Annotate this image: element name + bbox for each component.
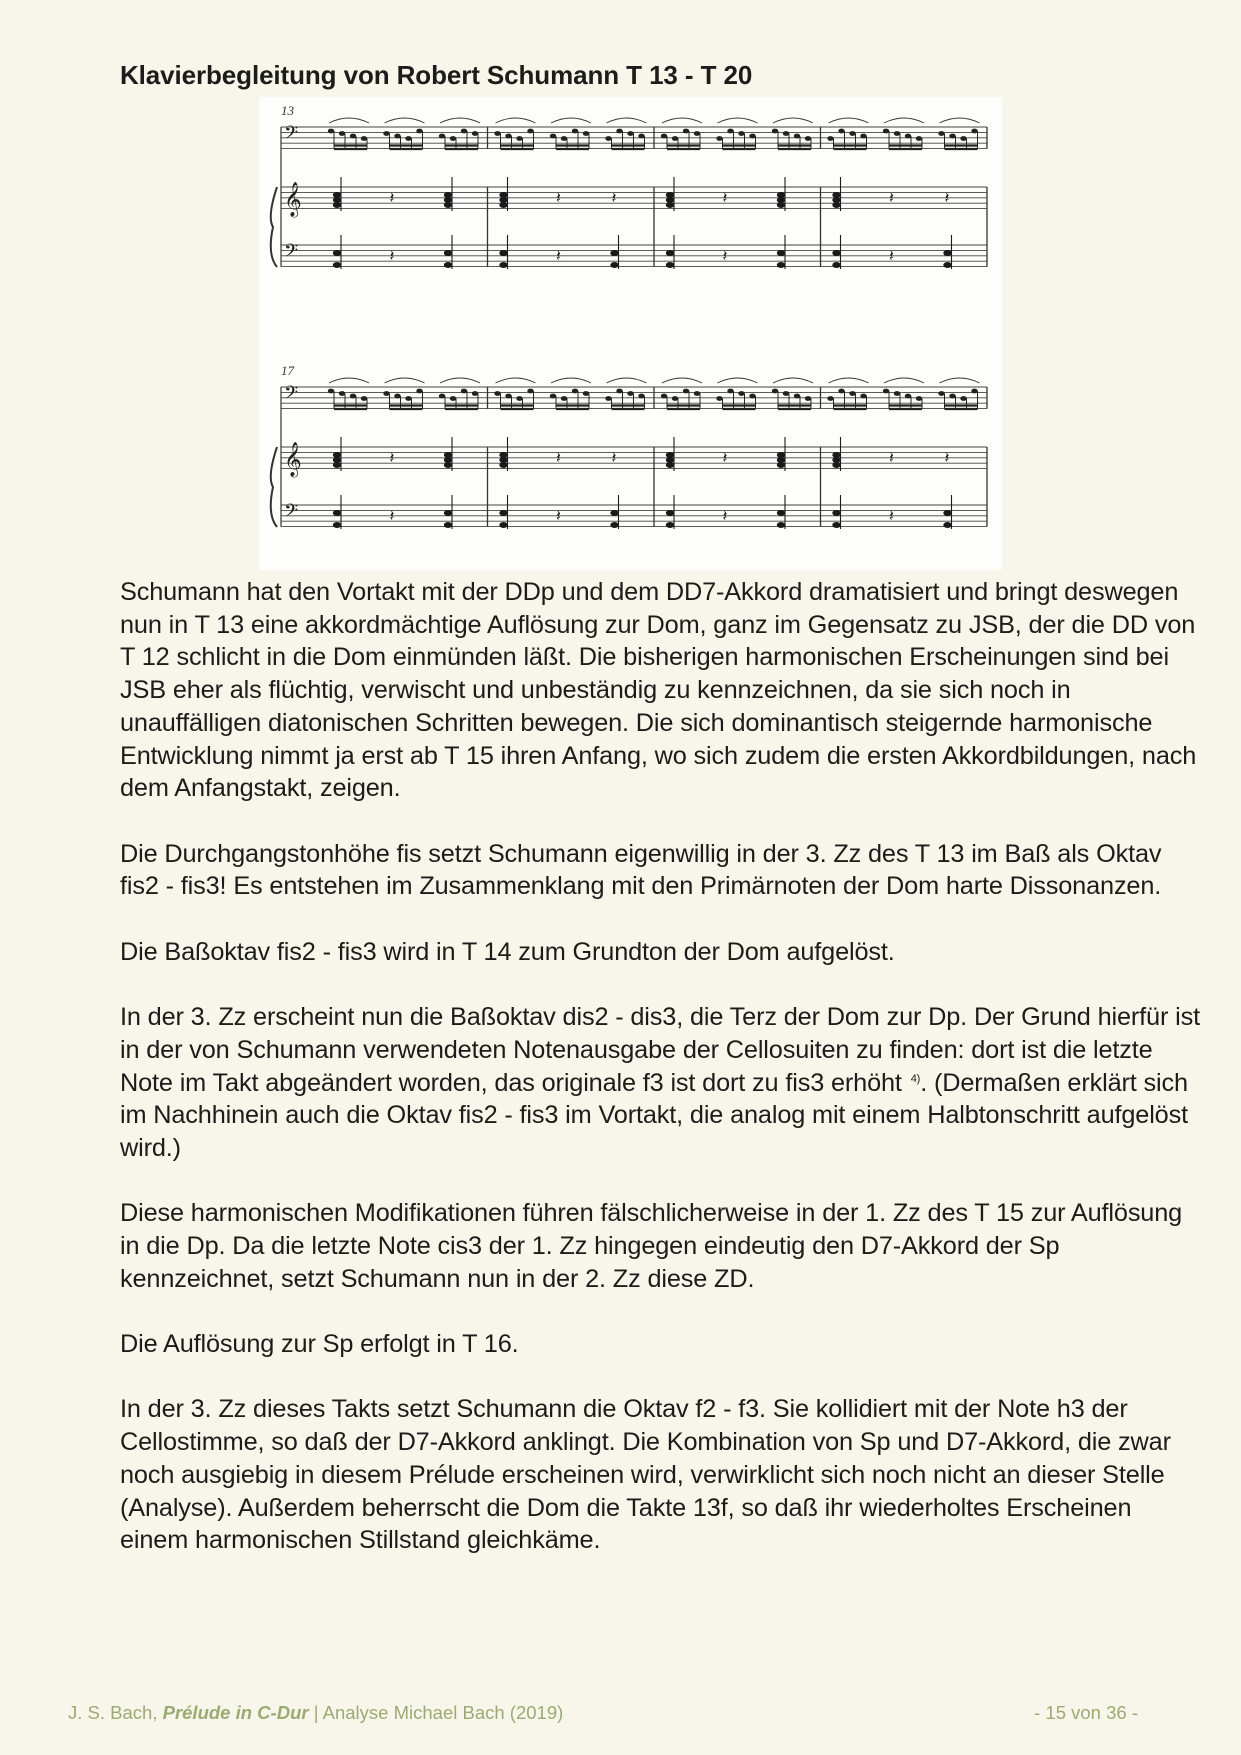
- chord-note: [499, 250, 507, 256]
- note-head: [749, 394, 755, 399]
- paragraph: Die Auflösung zur Sp erfolgt in T 16.: [120, 1330, 519, 1359]
- paragraph-text: . (Dermaßen erklärt sich im Nachhinein auch die Oktav fis2 - fis3 im Vortakt, die analog mit einem Halbtonschritt aufgelöst wird.): [120, 1068, 1188, 1162]
- note-head: [494, 391, 500, 396]
- note-head: [361, 136, 367, 141]
- slur: [440, 118, 480, 123]
- page-title: Klavierbegleitung von Robert Schumann T 13 - T 20: [120, 60, 753, 90]
- chord-note: [444, 510, 452, 516]
- note-head: [461, 129, 467, 134]
- note-head: [439, 394, 445, 399]
- note-head: [561, 136, 567, 141]
- slur: [440, 378, 480, 383]
- note-head: [905, 394, 911, 399]
- note-head: [805, 136, 811, 141]
- slur: [662, 118, 702, 123]
- note-head: [716, 396, 722, 401]
- paragraph: In der 3. Zz dieses Takts setzt Schumann die Oktav f2 - f3. Sie kollidiert mit der Note h3 der Cellostimme, so daß der D7-Akkord anklingt. Die Kombination von Sp und D7-Akkord, die zwar noch ausgiebig in diesem Prélude erscheinen wird, verwirklicht sich noch nicht an dieser Stelle (Analyse). Außerdem beherrscht die Dom die Takte 13f, so daß ihr wiederholtes Erscheinen einem harmonischen Stillstand gleichkäme.: [120, 1395, 1171, 1555]
- note-head: [527, 389, 533, 394]
- note-head: [616, 389, 622, 394]
- score-image: [259, 97, 1002, 570]
- note-head: [783, 391, 789, 396]
- note-head: [883, 389, 889, 394]
- note-head: [960, 396, 966, 401]
- treble-clef-icon: 𝄞: [284, 182, 302, 217]
- slur: [385, 118, 425, 123]
- chord-note: [666, 510, 674, 516]
- chord-note: [444, 250, 452, 256]
- chord-note: [943, 262, 951, 268]
- quarter-rest-icon: 𝄽: [556, 188, 561, 207]
- note-head: [794, 394, 800, 399]
- slur: [607, 118, 647, 123]
- chord-note: [444, 522, 452, 528]
- note-head: [672, 396, 678, 401]
- note-head: [494, 131, 500, 136]
- note-head: [727, 129, 733, 134]
- note-head: [716, 136, 722, 141]
- chord-note: [943, 522, 951, 528]
- note-head: [328, 129, 334, 134]
- note-head: [916, 396, 922, 401]
- quarter-rest-icon: 𝄽: [389, 506, 395, 525]
- quarter-rest-icon: 𝄽: [889, 448, 894, 467]
- chord-note: [333, 510, 341, 516]
- chord-note: [666, 462, 674, 468]
- slur: [773, 118, 813, 123]
- footer-author: J. S. Bach,: [68, 1702, 163, 1723]
- note-head: [350, 394, 356, 399]
- note-head: [827, 136, 833, 141]
- note-head: [860, 394, 866, 399]
- note-head: [783, 131, 789, 136]
- note-head: [860, 134, 866, 139]
- note-head: [627, 131, 633, 136]
- note-head: [527, 129, 533, 134]
- quarter-rest-icon: 𝄽: [722, 448, 728, 467]
- note-head: [583, 391, 589, 396]
- note-head: [439, 134, 445, 139]
- quarter-rest-icon: 𝄽: [889, 506, 894, 525]
- note-head: [971, 129, 977, 134]
- quarter-rest-icon: 𝄽: [944, 448, 950, 467]
- chord-note: [777, 510, 785, 516]
- chord-note: [666, 262, 674, 268]
- note-head: [472, 391, 478, 396]
- chord-note: [333, 250, 341, 256]
- slur: [718, 378, 758, 383]
- chord-note: [777, 522, 785, 528]
- note-head: [550, 394, 556, 399]
- slur: [884, 118, 924, 123]
- quarter-rest-icon: 𝄽: [556, 246, 561, 265]
- note-head: [805, 396, 811, 401]
- note-head: [516, 136, 522, 141]
- slur: [496, 118, 536, 123]
- note-head: [672, 136, 678, 141]
- note-head: [394, 394, 400, 399]
- note-head: [505, 394, 511, 399]
- quarter-rest-icon: 𝄽: [722, 188, 728, 207]
- note-head: [727, 389, 733, 394]
- chord-note: [943, 510, 951, 516]
- slur: [385, 378, 425, 383]
- note-head: [405, 136, 411, 141]
- note-head: [905, 134, 911, 139]
- note-head: [949, 134, 955, 139]
- note-head: [350, 134, 356, 139]
- note-head: [661, 394, 667, 399]
- paragraph: Die Durchgangstonhöhe fis setzt Schumann eigenwillig in der 3. Zz des T 13 im Baß als Oktav fis2 - fis3! Es entstehen im Zusammenklang mit den Primärnoten der Dom harte Dissonanzen.: [120, 839, 1162, 901]
- chord-note: [777, 202, 785, 208]
- chord-note: [943, 250, 951, 256]
- footer-credit: [68, 1701, 563, 1725]
- note-head: [328, 389, 334, 394]
- paragraph: [120, 1001, 1200, 1165]
- quarter-rest-icon: 𝄽: [722, 506, 728, 525]
- note-head: [505, 134, 511, 139]
- chord-note: [832, 510, 840, 516]
- music-score: [259, 97, 1002, 570]
- footnote-marker[interactable]: 4): [910, 1072, 921, 1085]
- note-head: [827, 396, 833, 401]
- note-head: [683, 129, 689, 134]
- quarter-rest-icon: 𝄽: [389, 188, 395, 207]
- chord-note: [666, 522, 674, 528]
- note-head: [749, 134, 755, 139]
- chord-note: [832, 262, 840, 268]
- piano-brace: [271, 187, 277, 267]
- chord-note: [333, 462, 341, 468]
- note-head: [894, 131, 900, 136]
- bass-clef-icon: 𝄢: [284, 501, 299, 526]
- note-head: [960, 136, 966, 141]
- chord-note: [610, 262, 618, 268]
- bass-clef-icon: 𝄢: [284, 123, 299, 148]
- note-head: [450, 396, 456, 401]
- chord-note: [333, 262, 341, 268]
- chord-note: [444, 462, 452, 468]
- chord-note: [832, 250, 840, 256]
- note-head: [772, 389, 778, 394]
- slur: [940, 118, 980, 123]
- paragraph: Die Baßoktav fis2 - fis3 wird in T 14 zum Grundton der Dom aufgelöst.: [120, 937, 895, 966]
- quarter-rest-icon: 𝄽: [889, 246, 894, 265]
- body-text: [120, 576, 1200, 1590]
- chord-note: [333, 202, 341, 208]
- quarter-rest-icon: 𝄽: [611, 188, 617, 207]
- note-head: [516, 396, 522, 401]
- note-head: [627, 391, 633, 396]
- slur: [662, 378, 702, 383]
- chord-note: [499, 202, 507, 208]
- note-head: [694, 391, 700, 396]
- note-head: [383, 391, 389, 396]
- chord-note: [444, 202, 452, 208]
- note-head: [394, 134, 400, 139]
- slur: [329, 378, 369, 383]
- chord-note: [499, 522, 507, 528]
- chord-note: [333, 522, 341, 528]
- chord-note: [777, 262, 785, 268]
- note-head: [772, 129, 778, 134]
- note-head: [849, 131, 855, 136]
- slur: [551, 118, 591, 123]
- chord-note: [610, 250, 618, 256]
- quarter-rest-icon: 𝄽: [556, 448, 561, 467]
- footer-analysis-credit: | Analyse Michael Bach (2019): [308, 1702, 564, 1723]
- slur: [829, 378, 869, 383]
- note-head: [794, 134, 800, 139]
- quarter-rest-icon: 𝄽: [889, 188, 894, 207]
- chord-note: [499, 462, 507, 468]
- note-head: [572, 389, 578, 394]
- bass-clef-icon: 𝄢: [284, 241, 299, 266]
- note-head: [938, 131, 944, 136]
- note-head: [971, 389, 977, 394]
- note-head: [383, 131, 389, 136]
- chord-note: [610, 522, 618, 528]
- chord-note: [666, 202, 674, 208]
- note-head: [738, 131, 744, 136]
- chord-note: [777, 462, 785, 468]
- chord-note: [499, 262, 507, 268]
- chord-note: [832, 202, 840, 208]
- note-head: [416, 389, 422, 394]
- paragraph-text: In der 3. Zz erscheint nun die Baßoktav dis2 - dis3, die Terz der Dom zur Dp. Der Grund hierfür ist in der von Schumann verwendeten Notenausgabe der Cellosuiten zu finden: dort ist die letzte Note im Takt abgeändert worden, das originale f3 ist dort zu fis3 erhöht: [120, 1003, 1200, 1097]
- treble-clef-icon: 𝄞: [284, 442, 302, 477]
- footer-work-title: Prélude in C-Dur: [162, 1702, 309, 1723]
- bass-clef-icon: 𝄢: [284, 383, 299, 408]
- measure-number: 17: [281, 363, 294, 378]
- slur: [940, 378, 980, 383]
- note-head: [694, 131, 700, 136]
- quarter-rest-icon: 𝄽: [722, 246, 728, 265]
- chord-note: [499, 510, 507, 516]
- note-head: [361, 396, 367, 401]
- chord-note: [832, 462, 840, 468]
- slur: [607, 378, 647, 383]
- note-head: [616, 129, 622, 134]
- note-head: [450, 136, 456, 141]
- slur: [551, 378, 591, 383]
- note-head: [605, 136, 611, 141]
- note-head: [583, 131, 589, 136]
- chord-note: [610, 510, 618, 516]
- note-head: [883, 129, 889, 134]
- note-head: [683, 389, 689, 394]
- piano-brace: [271, 447, 277, 527]
- slur: [496, 378, 536, 383]
- paragraph: Diese harmonischen Modifikationen führen fälschlicherweise in der 1. Zz des T 15 zur Auflösung in die Dp. Da die letzte Note cis3 der 1. Zz hingegen eindeutig den D7-Akkord der Sp kennzeichnet, setzt Schumann nun in der 2. Zz diese ZD.: [120, 1199, 1183, 1293]
- chord-note: [777, 250, 785, 256]
- quarter-rest-icon: 𝄽: [944, 188, 950, 207]
- note-head: [661, 134, 667, 139]
- slur: [773, 378, 813, 383]
- quarter-rest-icon: 𝄽: [389, 448, 395, 467]
- note-head: [572, 129, 578, 134]
- quarter-rest-icon: 𝄽: [389, 246, 395, 265]
- slur: [718, 118, 758, 123]
- note-head: [472, 131, 478, 136]
- note-head: [605, 396, 611, 401]
- page-number: - 15 von 36 -: [1034, 1702, 1138, 1723]
- slur: [884, 378, 924, 383]
- note-head: [838, 129, 844, 134]
- note-head: [461, 389, 467, 394]
- note-head: [849, 391, 855, 396]
- note-head: [938, 391, 944, 396]
- measure-number: 13: [281, 103, 294, 118]
- note-head: [838, 389, 844, 394]
- note-head: [405, 396, 411, 401]
- note-head: [416, 129, 422, 134]
- chord-note: [832, 522, 840, 528]
- note-head: [894, 391, 900, 396]
- note-head: [550, 134, 556, 139]
- chord-note: [666, 250, 674, 256]
- paragraph: Schumann hat den Vortakt mit der DDp und dem DD7-Akkord dramatisiert und bringt deswegen nun in T 13 eine akkordmächtige Auflösung zur Dom, ganz im Gegensatz zu JSB, der die DD von T 12 schlicht in die Dom einmünden läßt. Die bisherigen harmonischen Erscheinungen sind bei JSB eher als flüchtig, verwischt und unbeständig zu kennzeichnen, da sie sich noch in unauffälligen diatonischen Schritten bewegen. Die sich dominantisch steigernde harmonische Entwicklung nimmt ja erst ab T 15 ihren Anfang, wo sich zudem die ersten Akkordbildungen, nach dem Anfangstakt, zeigen.: [120, 578, 1197, 803]
- note-head: [339, 391, 345, 396]
- slur: [329, 118, 369, 123]
- chord-note: [444, 262, 452, 268]
- note-head: [339, 131, 345, 136]
- quarter-rest-icon: 𝄽: [611, 448, 617, 467]
- note-head: [561, 396, 567, 401]
- slur: [829, 118, 869, 123]
- note-head: [916, 136, 922, 141]
- note-head: [738, 391, 744, 396]
- note-head: [638, 134, 644, 139]
- note-head: [949, 394, 955, 399]
- note-head: [638, 394, 644, 399]
- quarter-rest-icon: 𝄽: [556, 506, 561, 525]
